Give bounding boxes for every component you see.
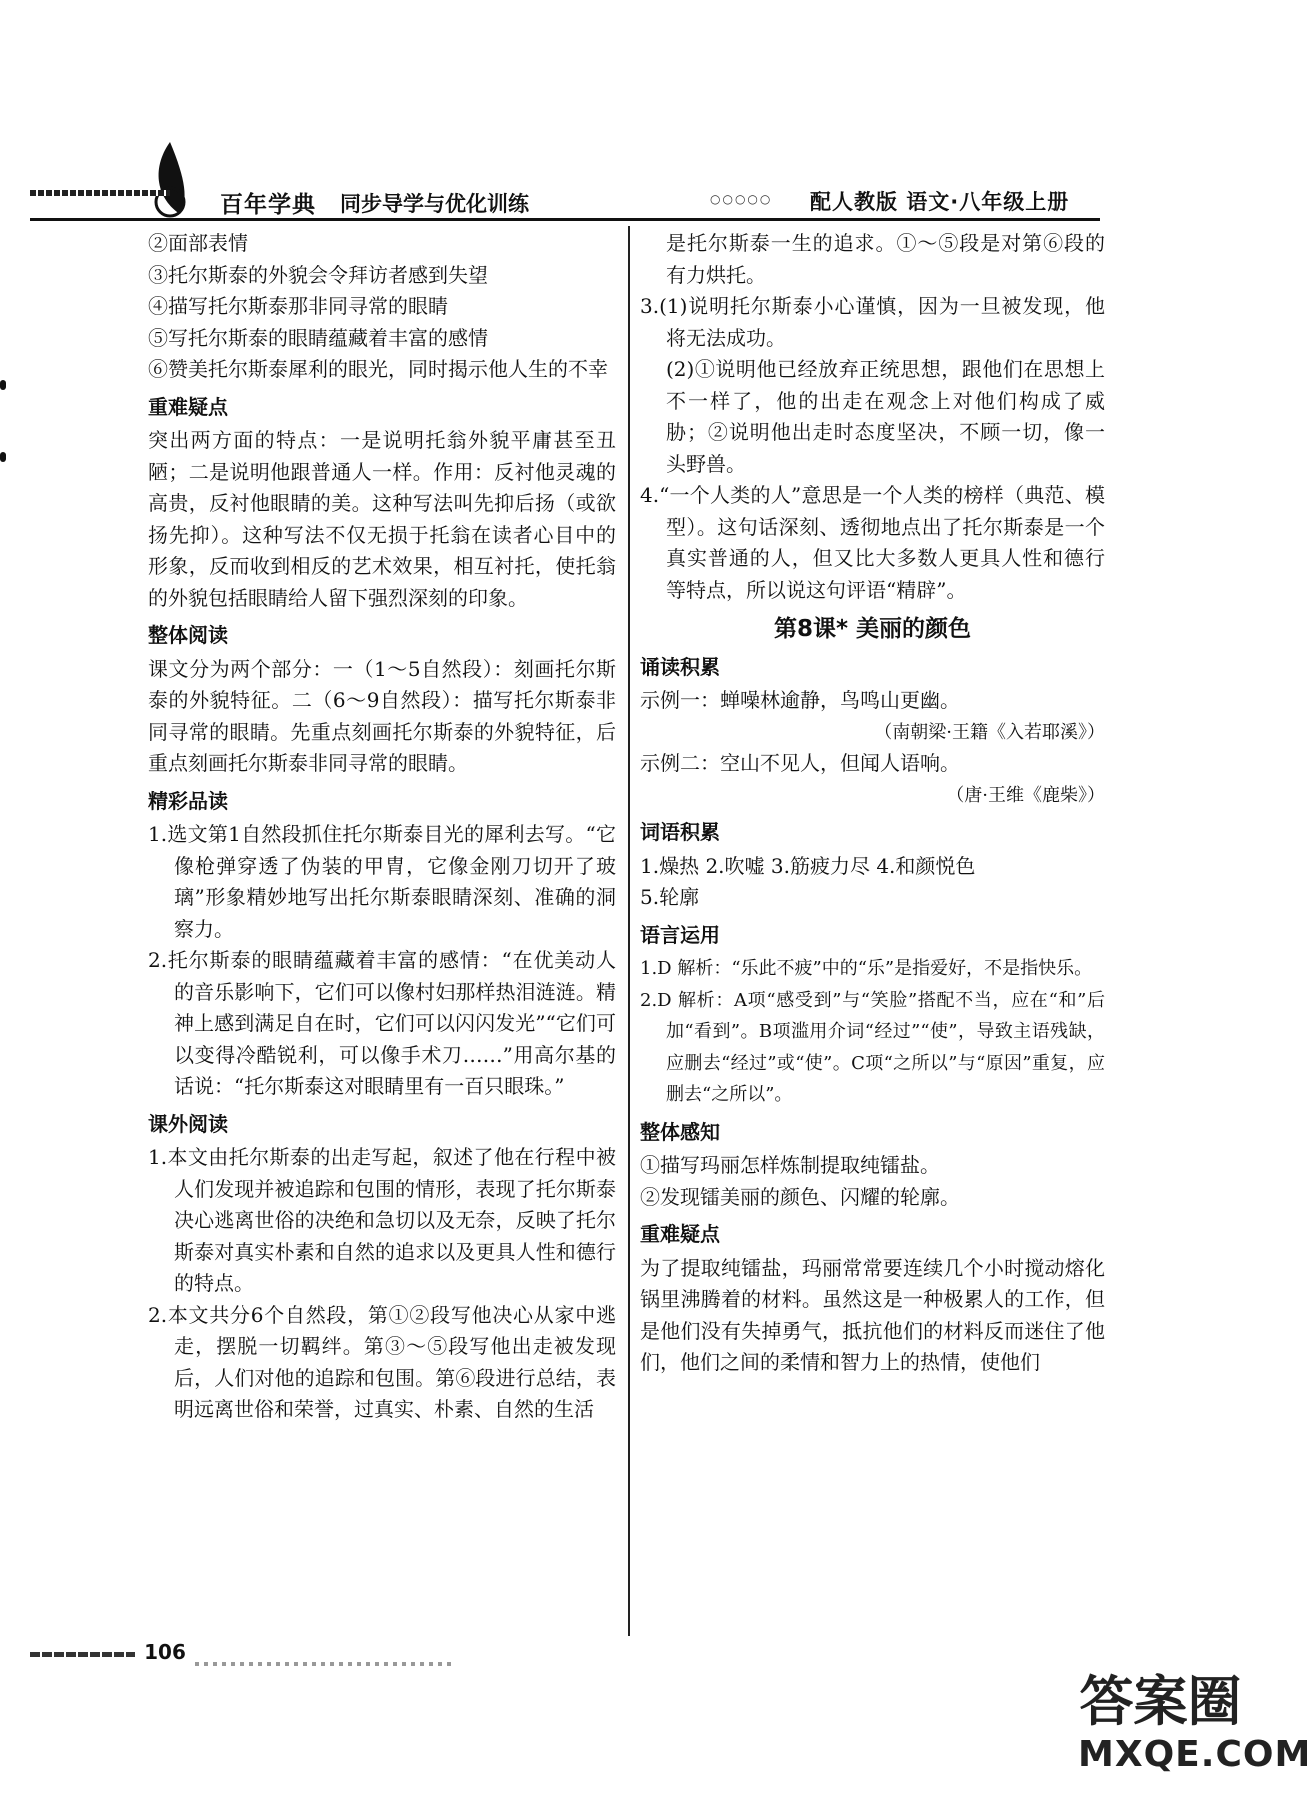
paragraph: 是托尔斯泰一生的追求。①～⑤段是对第⑥段的有力烘托。 [666,231,1105,287]
paragraph: ①描写玛丽怎样炼制提取纯镭盐。 [640,1153,940,1177]
paragraph: 为了提取纯镭盐，玛丽常常要连续几个小时搅动熔化锅里沸腾着的材料。虽然这是一种极累人的工作，但是他们没有失掉勇气，抵抗他们的材料反而迷住了他们，他们之间的柔情和智力上的热情，使他们 [640,1255,1105,1374]
paragraph: 课文分为两个部分：一（1～5自然段）：刻画托尔斯泰的外貌特征。二（6～9自然段）：描写托尔斯泰非同寻常的眼睛。先重点刻画托尔斯泰的外貌特征，后重点刻画托尔斯泰非同寻常的眼睛。 [148,656,616,775]
paragraph: 1.本文由托尔斯泰的出走写起，叙述了他在行程中被人们发现并被追踪和包围的情形，表现了托尔斯泰决心逃离世俗的决绝和急切以及无奈，反映了托尔斯泰对真实朴素和自然的追求以及更具人性和德行的特点。 [148,1145,616,1295]
paragraph: 1.D 解析：“乐此不疲”中的“乐”是指爱好，不是指快乐。 [640,958,1093,979]
paragraph: ⑤写托尔斯泰的眼睛蕴藏着丰富的感情 [148,325,488,350]
paragraph: 4.“一个人类的人”意思是一个人类的榜样（典范、模型）。这句话深刻、透彻地点出了托尔斯泰是一个真实普通的人，但又比大多数人更具人性和德行等特点，所以说这句评语“精辟”。 [640,483,1105,602]
footer-dash-rule [30,1652,135,1657]
paragraph: 5.轮廓 [640,885,700,909]
paragraph: 1.燥热 2.吹嘘 3.筋疲力尽 4.和颜悦色 [640,853,976,878]
section-heading: 词语积累 [640,820,720,844]
section-heading: 整体感知 [640,1119,720,1144]
paragraph: ⑥赞美托尔斯泰犀利的眼光，同时揭示他人生的不幸 [148,357,608,381]
section-heading: 诵读积累 [640,654,720,679]
paragraph: 3.(1)说明托尔斯泰小心谨慎，因为一旦被发现，他将无法成功。 [640,294,1105,350]
quill-logo-icon [140,140,220,222]
section-heading: 重难疑点 [640,1222,720,1246]
section-heading: 重难疑点 [148,394,228,419]
paragraph: ④描写托尔斯泰那非同寻常的眼睛 [148,294,448,318]
paragraph: ③托尔斯泰的外貌会令拜访者感到失望 [148,262,488,287]
paragraph: ②发现镭美丽的颜色、闪耀的轮廓。 [640,1184,960,1209]
page-header [30,140,1100,220]
watermark-title: 答案圈 [1079,1670,1242,1733]
paragraph: 2.本文共分6个自然段，第①②段写他决心从家中逃走，摆脱一切羁绊。第③～⑤段写他出走被发现后，人们对他的追踪和包围。第⑥段进行总结，表明远离世俗和荣誉，过真实、朴素、自然的生活 [148,1302,616,1421]
header-rule [30,218,1100,221]
section-heading: 语言运用 [640,922,720,947]
margin-mark [0,380,6,390]
paragraph: 示例二：空山不见人，但闻人语响。 [640,751,960,775]
header-dots: ○○○○○ [710,192,773,206]
paragraph: （南朝梁·王籍《入若耶溪》） [874,721,1105,743]
header-dash-rule [30,190,170,196]
section-heading: 整体阅读 [148,623,228,647]
section-heading: 课外阅读 [148,1111,228,1136]
column-divider [628,226,630,1636]
paragraph: ②面部表情 [148,231,248,255]
paragraph: (2)①说明他已经放弃正统思想，跟他们在思想上不一样了，他的出走在观念上对他们构成了威胁；②说明他出走时态度坚决，不顾一切，像一头野兽。 [666,357,1105,476]
paragraph: 示例一：蝉噪林逾静，鸟鸣山更幽。 [640,688,960,712]
watermark-url: MXQE.COM [1078,1734,1311,1775]
page-number: 106 [144,1640,186,1664]
book-subtitle: 同步导学与优化训练 [340,192,529,216]
section-heading: 精彩品读 [148,788,228,813]
paragraph: 突出两方面的特点：一是说明托翁外貌平庸甚至丑陋；二是说明他跟普通人一样。作用：反衬他灵魂的高贵，反衬他眼睛的美。这种写法叫先抑后扬（或欲扬先抑）。这种写法不仅无损于托翁在读者心目中的形象，反而收到相反的艺术效果，相互衬托，使托翁的外貌包括眼睛给人留下强烈深刻的印象。 [148,428,616,610]
paragraph: （唐·王维《鹿柴》） [946,784,1105,806]
paragraph: 2.D 解析：A项“感受到”与“笑脸”搭配不当，应在“和”后加“看到”。B项滥用介词“经过”“使”，导致主语残缺，应删去“经过”或“使”。C项“之所以”与“原因”重复，应删去“之所以”。 [640,989,1105,1105]
right-column [640,228,1105,1379]
margin-mark [0,452,6,462]
watermark-logo [1078,1670,1311,1790]
footer-dotted-rule [195,1662,455,1666]
lesson-title: 第8课* 美丽的颜色 [773,616,972,642]
brand-title: 百年学典 [220,192,316,218]
left-column [148,228,616,1426]
paragraph: 2.托尔斯泰的眼睛蕴藏着丰富的感情：“在优美动人的音乐影响下，它们可以像村妇那样热泪涟涟。精神上感到满足自在时，它们可以闪闪发光”“它们可以变得冷酷锐利，可以像手术刀……”用高尔基的话说：“托尔斯泰这对眼睛里有一百只眼珠。” [148,948,616,1098]
paragraph: 1.选文第1自然段抓住托尔斯泰目光的犀利去写。“它像枪弹穿透了伪装的甲胄，它像金刚刀切开了玻璃”形象精妙地写出托尔斯泰眼睛深刻、准确的洞察力。 [148,822,616,941]
edition-label: 配人教版 语文·八年级上册 [810,190,1070,214]
